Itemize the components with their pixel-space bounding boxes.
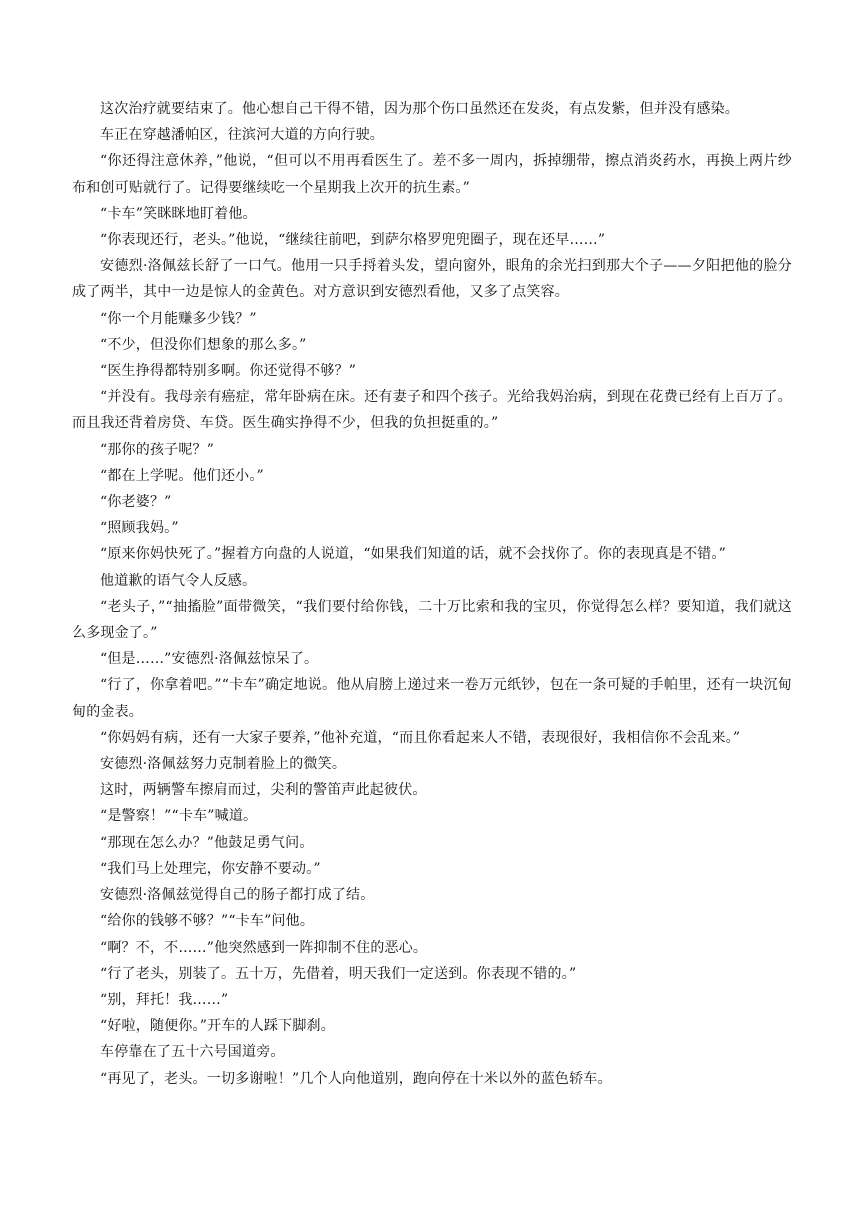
paragraph: “你妈妈有病，还有一大家子要养，”他补充道，“而且你看起来人不错，表现很好，我相信你不会乱来。” <box>100 729 741 746</box>
paragraph: 车停靠在了五十六号国道旁。 <box>100 1044 285 1061</box>
paragraph: “我们马上处理完，你安静不要动。” <box>100 860 321 877</box>
paragraph: “你一个月能赚多少钱？” <box>100 310 257 327</box>
paragraph: “行了老头，别装了。五十万，先借着，明天我们一定送到。你表现不错的。” <box>100 965 577 982</box>
paragraph: 安德烈·洛佩兹努力克制着脸上的微笑。 <box>100 756 347 773</box>
paragraph: “给你的钱够不够？”“卡车”问他。 <box>100 913 315 930</box>
paragraph: “那现在怎么办？”他鼓足勇气问。 <box>100 834 314 851</box>
paragraph: “是警察！”“卡车”喊道。 <box>100 808 258 825</box>
paragraph: 安德烈·洛佩兹觉得自己的肠子都打成了结。 <box>100 887 375 904</box>
paragraph: 这次治疗就要结束了。他心想自己干得不错，因为那个伤口虽然还在发炎，有点发紫，但并没有感染。 <box>100 101 739 117</box>
paragraph: “再见了，老头。一切多谢啦！”几个人向他道别，跑向停在十米以外的蓝色轿车。 <box>100 1070 612 1087</box>
paragraph: “那你的孩子呢？” <box>100 441 215 458</box>
paragraph: “老头子，”“抽搐脸”面带微笑，“我们要付给你钱，二十万比索和我的宝贝，你觉得怎么样？要知道，我们就这么多现金了。” <box>72 598 792 642</box>
paragraph: 他道歉的语气令人反感。 <box>100 572 257 589</box>
paragraph: “照顾我妈。” <box>100 520 179 537</box>
paragraph: 安德烈·洛佩兹长舒了一口气。他用一只手捋着头发，望向窗外，眼角的余光扫到那大个子——夕阳把他的脸分成了两半，其中一边是惊人的金黄色。对方意识到安德烈看他，又多了点笑容。 <box>72 258 792 301</box>
paragraph: “好啦，随便你。”开车的人踩下脚刹。 <box>100 1018 335 1035</box>
paragraph: “你还得注意休养，”他说，“但可以不用再看医生了。差不多一周内，拆掉绷带，擦点消炎药水，再换上两片纱布和创可贴就行了。记得要继续吃一个星期我上次开的抗生素。” <box>72 153 792 196</box>
paragraph: “原来你妈快死了。”握着方向盘的人说道，“如果我们知道的话，就不会找你了。你的表现真是不错。” <box>100 546 727 563</box>
paragraph: 这时，两辆警车擦肩而过，尖利的警笛声此起彼伏。 <box>100 782 427 799</box>
paragraph: “但是……”安德烈·洛佩兹惊呆了。 <box>100 651 319 668</box>
paragraph: “你老婆？” <box>100 494 172 511</box>
paragraph: “卡车”笑眯眯地盯着他。 <box>100 205 257 222</box>
paragraph: “医生挣得都特别多啊。你还觉得不够？” <box>100 363 357 380</box>
paragraph: “行了，你拿着吧。”“卡车”确定地说。他从肩膀上递过来一卷万元纸钞，包在一条可疑的手帕里，还有一块沉甸甸的金表。 <box>72 677 792 720</box>
paragraph: “啊？不，不……”他突然感到一阵抑制不住的恶心。 <box>100 939 428 956</box>
paragraph: “并没有。我母亲有癌症，常年卧病在床。还有妻子和四个孩子。光给我妈治病，到现在花费已经有上百万了。而且我还背着房贷、车贷。医生确实挣得不少，但我的负担挺重的。” <box>72 389 792 432</box>
paragraph: 车正在穿越潘帕区，往滨河大道的方向行驶。 <box>100 127 384 144</box>
paragraph: “不少，但没你们想象的那么多。” <box>100 336 307 353</box>
paragraph: “你表现还行，老头。”他说，“继续往前吧，到萨尔格罗兜兜圈子，现在还早……” <box>100 232 606 249</box>
story-text <box>72 96 792 1092</box>
paragraph: “都在上学呢。他们还小。” <box>100 467 264 484</box>
paragraph: “别，拜托！我……” <box>100 991 229 1008</box>
